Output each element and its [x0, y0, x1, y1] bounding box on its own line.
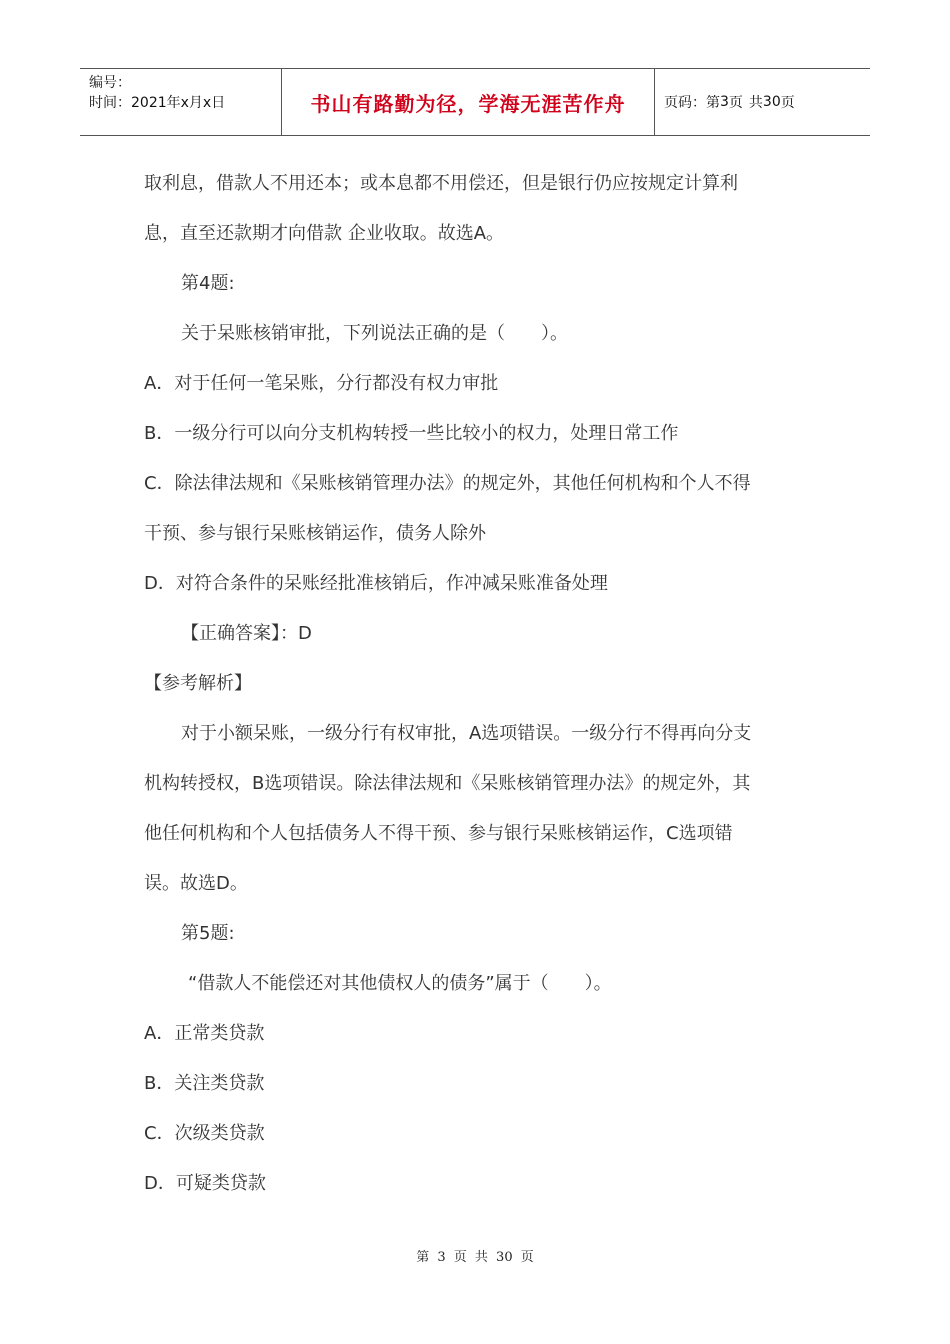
total-pages: 30: [762, 94, 781, 110]
question-number: 第4题:: [181, 273, 235, 294]
motto-text: 书山有路勤为径，学海无涯苦作舟: [310, 91, 626, 116]
page-footer: 第 3 页 共 30 页: [416, 1250, 534, 1265]
document-number: 编号：: [89, 75, 131, 91]
option-b: B．关注类贷款: [144, 1073, 265, 1094]
option-c: C．除法律法规和《呆账核销管理办法》的规定外，其他任何机构和个人不得: [144, 473, 751, 494]
analysis-line: 机构转授权，B选项错误。除法律法规和《呆账核销管理办法》的规定外，其: [144, 773, 751, 794]
option-a: A．正常类贷款: [144, 1023, 265, 1044]
option-d: D．可疑类贷款: [144, 1173, 266, 1194]
total-prefix: 共: [748, 95, 763, 111]
option-c: C．次级类贷款: [144, 1123, 265, 1144]
header-motto: [282, 69, 655, 135]
option-d: D．对符合条件的呆账经批准核销后，作冲减呆账准备处理: [144, 573, 608, 594]
header-meta: [80, 69, 282, 135]
analysis-line: 对于小额呆账，一级分行有权审批，A选项错误。一级分行不得再向分支: [181, 723, 752, 744]
document-date: 时间：2021年x月x日: [89, 95, 226, 111]
analysis-line: 误。故选D。: [144, 873, 248, 894]
option-c-continued: 干预、参与银行呆账核销运作，债务人除外: [144, 523, 486, 544]
option-a: A．对于任何一笔呆账，分行都没有权力审批: [144, 373, 499, 394]
correct-answer: 【正确答案】：D: [181, 623, 312, 644]
page-prefix: 页码：第: [664, 95, 720, 111]
question-stem: 关于呆账核销审批，下列说法正确的是（ ）。: [181, 323, 568, 344]
question-stem: “借款人不能偿还对其他债权人的债务”属于（ ）。: [188, 973, 612, 994]
analysis-line: 他任何机构和个人包括债务人不得干预、参与银行呆账核销运作，C选项错: [144, 823, 733, 844]
page-header: [80, 68, 870, 136]
header-page-info: [655, 69, 870, 135]
option-b: B．一级分行可以向分支机构转授一些比较小的权力，处理日常工作: [144, 423, 679, 444]
paragraph-line: 息，直至还款期才向借款 企业收取。故选A。: [144, 223, 505, 244]
analysis-heading: 【参考解析】: [144, 673, 252, 694]
question-number: 第5题:: [181, 923, 235, 944]
paragraph-line: 取利息，借款人不用还本；或本息都不用偿还，但是银行仍应按规定计算利: [144, 173, 738, 194]
total-suffix: 页: [780, 95, 795, 111]
page-number: 3: [720, 94, 729, 110]
page-mid: 页: [728, 95, 743, 111]
